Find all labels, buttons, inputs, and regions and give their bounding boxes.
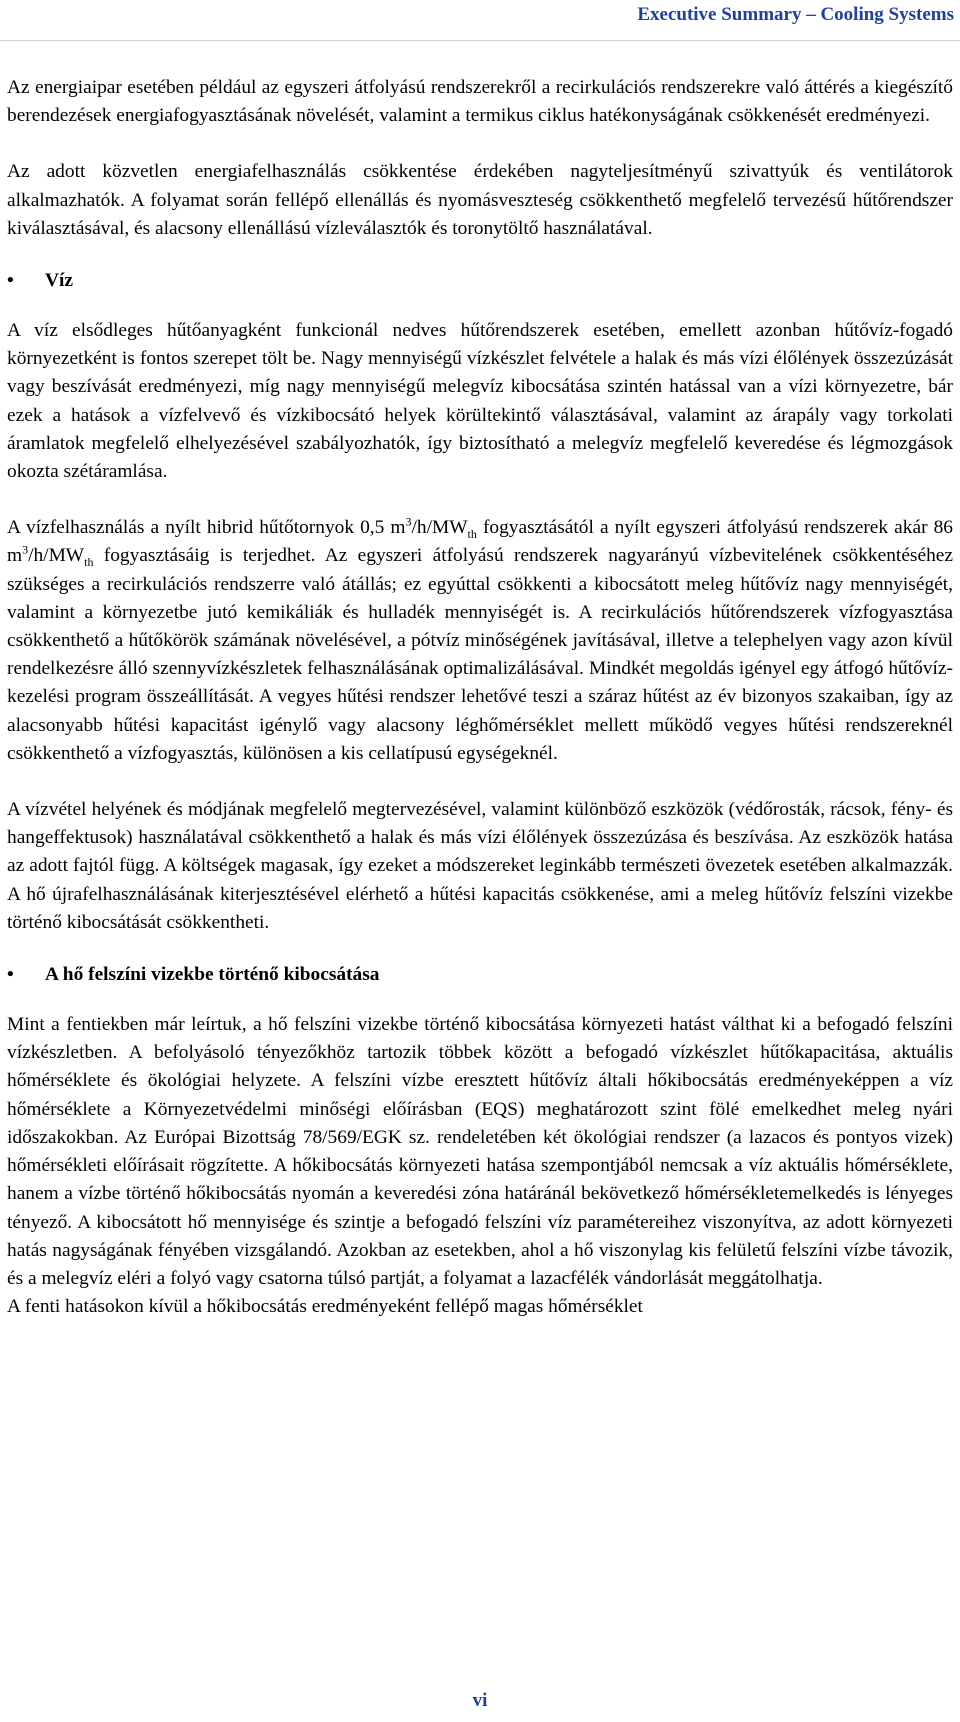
bullet-icon: •: [7, 964, 14, 986]
bullet-heading-heat-discharge: [7, 961, 953, 989]
paragraph-water-intake: A vízvétel helyének és módjának megfelelő megtervezésével, valamint különböző eszközök (védőrosták, rácsok, fény- és hangeffektusok) használatával csökkenthető a halak és más vízi élőlények összezúzása és beszívása. Az eszközök hatása az adott fajtól függ. A költségek magasak, így ezeket a módszereket leginkább természeti övezetek esetében alkalmazzák. A hő újrafelhasználásának kiterjesztésével elérhető a hűtési kapacitás csökkenése, ami a meleg hűtővíz felszíni vizekbe történő kibocsátását csökkentheti.: [7, 799, 953, 933]
bullet-heading-text: A hő felszíni vizekbe történő kibocsátása: [45, 964, 380, 986]
bullet-heading-water: [7, 267, 953, 295]
paragraph-heat-discharge: Mint a fentiekben már leírtuk, a hő felszíni vizekbe történő kibocsátása környezeti hatást válthat ki a befogadó felszíni vízkészletben. A befolyásoló tényezőkhöz tartozik többek között a befogadó vízkészlet hűtőkapacitása, aktuális hőmérséklete és ökológiai helyzete. A felszíni vízbe eresztett hűtővíz általi hőkibocsátás eredményeképpen a víz hőmérséklete a Környezetvédelmi minőségi előírásban (EQS) meghatározott szint fölé emelkedhet meleg nyári időszakokban. Az Európai Bizottság 78/569/EGK sz. rendeletében két ökológiai rendszer (a lazacos és pontyos vizek) hőmérsékleti előírásait rögzítette. A hőkibocsátás környezeti hatása szempontjából nemcsak a víz aktuális hőmérséklete, hanem a vízbe történő hőkibocsátás nyomán a keveredési zóna határánál bekövetkező hőmérsékletemelkedés is lényeges tényező. A kibocsátott hő mennyisége és szintje a befogadó felszíni víz paramétereihez viszonyítva, az adott környezeti hatás nagyságának fényében vizsgálandó. Azokban az esetekben, ahol a hő viszonylag kis felületű felszíni vízbe távozik, és a melegvíz eléri a folyó vagy csatorna túlsó partját, a folyamat a lazacfélék vándorlását meggátolhatja.: [7, 1014, 953, 1289]
paragraph-energy-reduction: Az adott közvetlen energiafelhasználás csökkentése érdekében nagyteljesítményű szivattyúk és ventilátorok alkalmazhatók. A folyamat során fellépő ellenállás és nyomásveszteség csökkenthető megfelelő tervezésű hűtőrendszer kiválasztásával, és alacsony ellenállású vízleválasztók és toronytöltő használatával.: [7, 161, 953, 239]
page-number: vi: [472, 1690, 488, 1711]
document-body: [7, 74, 953, 1321]
paragraph-water-consumption: A vízfelhasználás a nyílt hibrid hűtőtornyok 0,5 $m^3/h/MW_{th}$ fogyasztásától a nyílt egyszeri átfolyású rendszerek akár 86 $m^3/h/MW_{th}$ fogyasztásáig is terjedhet. Az egyszeri átfolyású rendszerek nagyarányú vízbevitelének csökkentéséhez szükséges a recirkulációs rendszerre való átállás; ez egyúttal csökkenti a kibocsátott meleg hűtővíz nagy mennyiségét, valamint a környezetbe jutó kemikáliák és hulladék mennyiségét is. A recirkulációs hűtőrendszerek vízfogyasztása csökkenthető a hűtőkörök számának növelésével, a pótvíz minőségének javításával, illetve a telephelyen vagy azon kívül rendelkezésre álló szennyvízkészletek felhasználásának optimalizálásával. Mindkét megoldás igényel egy átfogó hűtővíz-kezelési program összeállítását. A vegyes hűtési rendszer lehetővé teszi a száraz hűtést az év bizonyos szakaiban, így az alacsonyabb hűtési kapacitást igénylő vagy alacsony léghőmérséklet mellett működő vegyes hűtési rendszereknél csökkenthető a vízfogyasztás, különösen a kis cellatípusú egységeknél.: [7, 514, 953, 764]
bullet-heading-text: Víz: [45, 270, 73, 292]
bullet-icon: •: [7, 270, 14, 292]
paragraph-water-coolant: A víz elsődleges hűtőanyagként funkcionál nedves hűtőrendszerek esetében, emellett azonban hűtővíz-fogadó környezetként is fontos szerepet tölt be. Nagy mennyiségű vízkészlet felvétele a halak és más vízi élőlények összezúzását vagy beszívását eredményezi, míg nagy mennyiségű melegvíz kibocsátása szintén hatással van a vízi környezetre, bár ezek a hatások a vízfelvevő és vízkibocsátó helyek körültekintő választásával, valamint az árapály vagy torkolati áramlatok megfelelő elhelyezésével szabályozhatók, így biztosítható a melegvíz megfelelő keveredése és légmozgások okozta szétáramlása.: [7, 320, 953, 483]
header-rule: [0, 40, 960, 41]
paragraph-energy-industry: Az energiaipar esetében például az egyszeri átfolyású rendszerekről a recirkulációs rendszerekre való áttérés a kiegészítő berendezések energiafogyasztásának növelését, valamint a termikus ciklus hatékonyságának csökkenését eredményezi.: [7, 77, 953, 127]
running-header: Executive Summary – Cooling Systems: [637, 4, 954, 25]
paragraph-continued: A fenti hatásokon kívül a hőkibocsátás eredményeként fellépő magas hőmérséklet: [7, 1296, 643, 1318]
